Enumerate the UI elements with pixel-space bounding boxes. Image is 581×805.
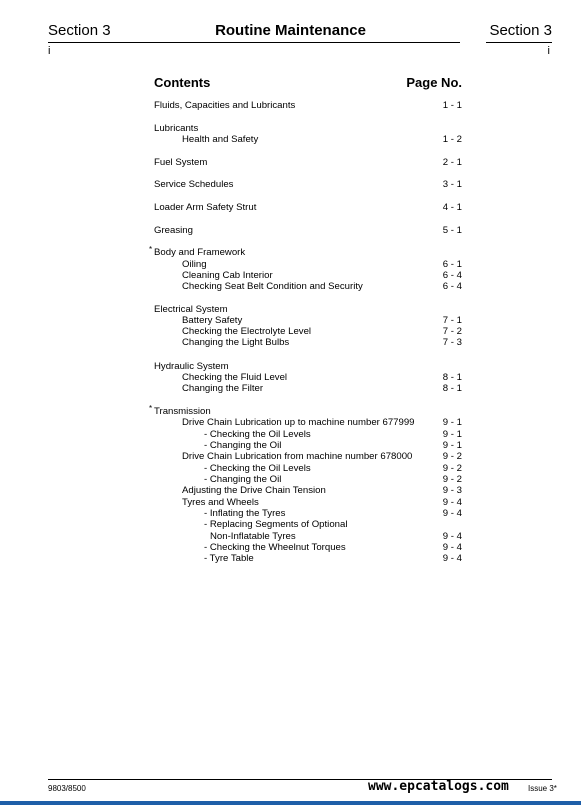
toc-entry	[0, 406, 581, 417]
toc-entry	[0, 326, 581, 337]
header-rule-left	[48, 42, 460, 43]
toc-entry-title: Battery Safety	[182, 315, 243, 326]
toc-entry	[0, 508, 581, 519]
toc-entry-page: 9 - 1	[442, 440, 462, 451]
toc-entry	[0, 383, 581, 394]
toc-entry-title: Hydraulic System	[154, 361, 229, 372]
toc-entry-page: 7 - 2	[442, 326, 462, 337]
page-title: Routine Maintenance	[215, 22, 366, 39]
toc-entry-page: 7 - 3	[442, 337, 462, 348]
toc-entry	[0, 100, 581, 111]
toc-entry	[0, 259, 581, 270]
toc-entry-page: 8 - 1	[442, 372, 462, 383]
toc-entry-title: Non-Inflatable Tyres	[210, 531, 296, 542]
section-label-left: Section 3	[48, 22, 111, 39]
toc-entry-page: 9 - 2	[442, 474, 462, 485]
toc-entry-title: Electrical System	[154, 304, 228, 315]
toc-entry	[0, 315, 581, 326]
toc-entry-title: Fuel System	[154, 157, 208, 168]
contents-heading: Contents	[154, 75, 211, 90]
toc-entry	[0, 542, 581, 553]
toc-entry	[0, 247, 581, 258]
header-rule-right	[486, 42, 552, 43]
toc-entry	[0, 179, 581, 190]
toc-entry	[0, 304, 581, 315]
toc-entry-page: 9 - 4	[442, 508, 462, 519]
toc-entry-page: 6 - 1	[442, 259, 462, 270]
page-number-left: i	[48, 45, 51, 57]
toc-entry-title: - Checking the Wheelnut Torques	[204, 542, 346, 553]
toc-entry	[0, 337, 581, 348]
toc-entry-title: Service Schedules	[154, 179, 234, 190]
toc-entry-page: 9 - 3	[442, 485, 462, 496]
toc-entry-title: Body and Framework	[154, 247, 246, 258]
bottom-accent-bar	[0, 801, 581, 805]
toc-entry	[0, 202, 581, 213]
toc-entry-page: 9 - 4	[442, 531, 462, 542]
toc-entry	[0, 553, 581, 564]
toc-entry-title: Changing the Light Bulbs	[182, 337, 290, 348]
toc-entry	[0, 429, 581, 440]
toc-entry-title: Changing the Filter	[182, 383, 264, 394]
section-label-right: Section 3	[489, 22, 552, 39]
toc-entry-page: 6 - 4	[442, 270, 462, 281]
toc-entry-title: - Inflating the Tyres	[204, 508, 286, 519]
toc-entry	[0, 123, 581, 134]
toc-entry-title: - Changing the Oil	[204, 474, 282, 485]
toc-entry-page: 3 - 1	[442, 179, 462, 190]
toc-entry-title: Lubricants	[154, 123, 199, 134]
toc-entry-title: - Replacing Segments of Optional	[204, 519, 348, 530]
revision-mark: *	[149, 245, 153, 254]
toc-entry-title: Transmission	[154, 406, 211, 417]
toc-entry-page: 9 - 4	[442, 542, 462, 553]
toc-entry	[0, 485, 581, 496]
toc-entry-title: Checking the Fluid Level	[182, 372, 288, 383]
revision-mark: *	[149, 404, 153, 413]
toc-entry-page: 9 - 4	[442, 497, 462, 508]
toc-entry-page: 6 - 4	[442, 281, 462, 292]
toc-entry	[0, 497, 581, 508]
toc-entry-title: Checking the Electrolyte Level	[182, 326, 312, 337]
toc-entry-page: 9 - 2	[442, 451, 462, 462]
toc-entry-page: 9 - 1	[442, 429, 462, 440]
toc-entry-page: 2 - 1	[442, 157, 462, 168]
toc-entry	[0, 157, 581, 168]
toc-entry-title: - Checking the Oil Levels	[204, 463, 311, 474]
toc-entry	[0, 372, 581, 383]
toc-entry	[0, 531, 581, 542]
toc-entry-page: 1 - 2	[442, 134, 462, 145]
toc-entry-title: Checking Seat Belt Condition and Security	[182, 281, 363, 292]
toc-entry-title: Drive Chain Lubrication up to machine number 677999	[182, 417, 415, 428]
toc-entry-page: 9 - 4	[442, 553, 462, 564]
watermark-url[interactable]: www.epcatalogs.com	[368, 779, 509, 794]
toc-entry	[0, 463, 581, 474]
toc-entry	[0, 270, 581, 281]
toc-entry-page: 5 - 1	[442, 225, 462, 236]
toc-entry-title: Cleaning Cab Interior	[182, 270, 273, 281]
toc-entry	[0, 134, 581, 145]
toc-entry-title: Tyres and Wheels	[182, 497, 259, 508]
toc-entry-title: Fluids, Capacities and Lubricants	[154, 100, 296, 111]
toc-entry-title: Health and Safety	[182, 134, 259, 145]
toc-entry-title: Loader Arm Safety Strut	[154, 202, 257, 213]
toc-entry-title: Oiling	[182, 259, 207, 270]
document-code: 9803/8500	[48, 784, 86, 793]
toc-entry	[0, 417, 581, 428]
page-no-heading: Page No.	[406, 75, 462, 90]
toc-entry-title: - Changing the Oil	[204, 440, 282, 451]
toc-entry-page: 4 - 1	[442, 202, 462, 213]
toc-entry	[0, 474, 581, 485]
toc-entry-title: - Tyre Table	[204, 553, 254, 564]
toc-entry-page: 7 - 1	[442, 315, 462, 326]
toc-entry	[0, 361, 581, 372]
toc-entry	[0, 281, 581, 292]
toc-entry	[0, 440, 581, 451]
toc-entry-page: 9 - 1	[442, 417, 462, 428]
toc-entry-title: Drive Chain Lubrication from machine number 678000	[182, 451, 413, 462]
toc-entry	[0, 225, 581, 236]
toc-entry	[0, 451, 581, 462]
issue-label: Issue 3*	[528, 784, 557, 793]
toc-entry-title: Greasing	[154, 225, 193, 236]
toc-entry-title: - Checking the Oil Levels	[204, 429, 311, 440]
toc-entry-page: 1 - 1	[442, 100, 462, 111]
toc-entry-title: Adjusting the Drive Chain Tension	[182, 485, 326, 496]
toc-entry-page: 9 - 2	[442, 463, 462, 474]
page-number-right: i	[547, 45, 550, 57]
toc-entry	[0, 519, 581, 530]
toc-entry-page: 8 - 1	[442, 383, 462, 394]
